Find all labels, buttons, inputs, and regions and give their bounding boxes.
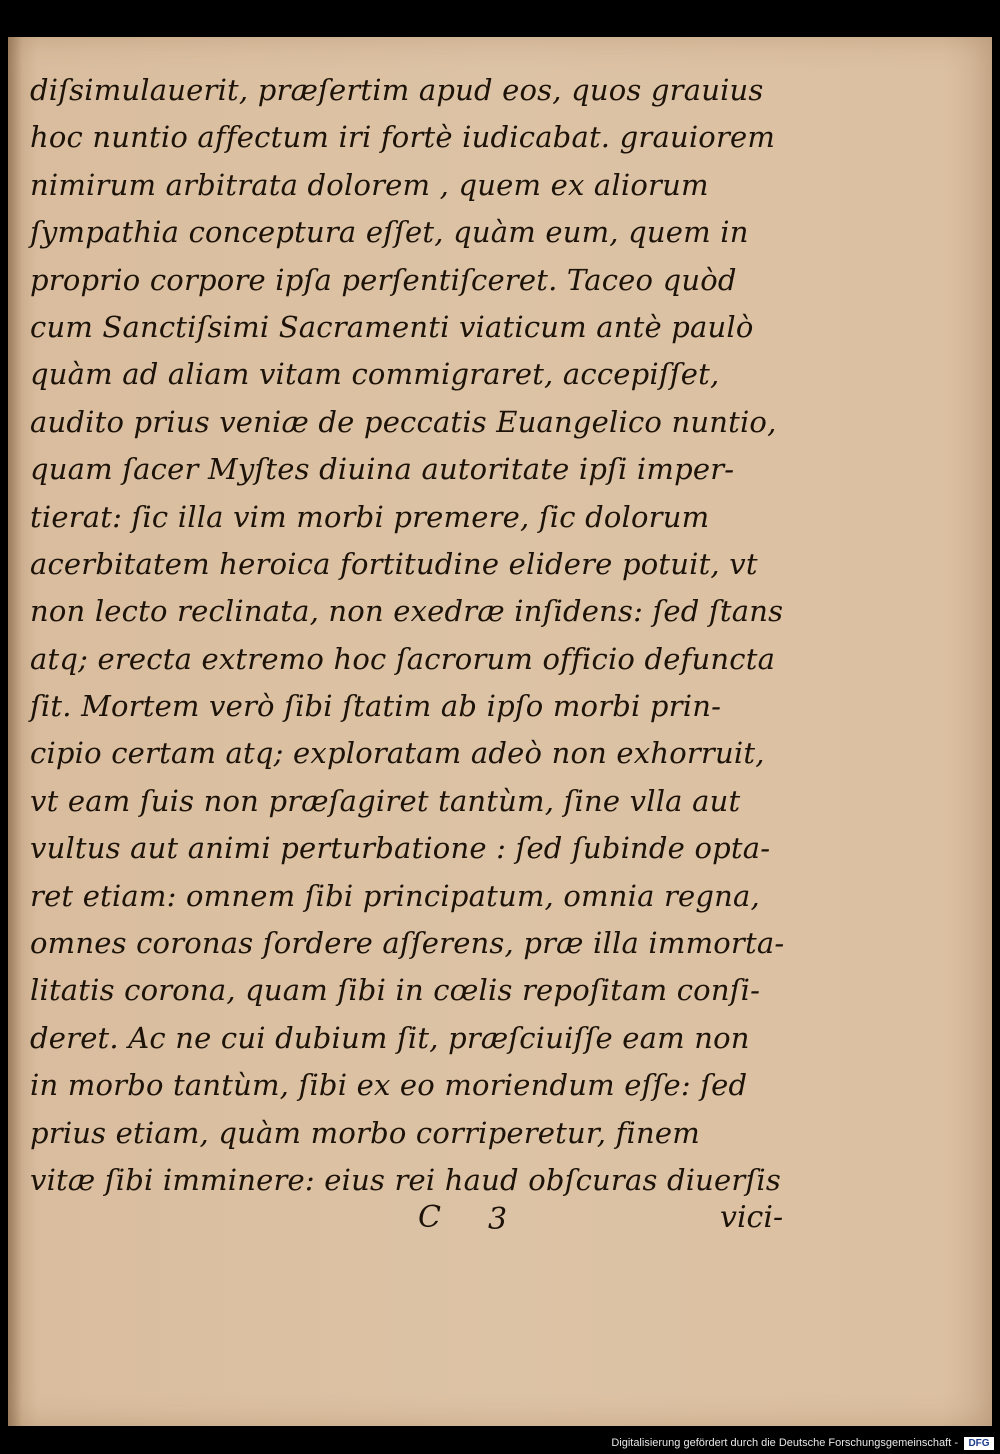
signature-number: 3 [488, 1202, 508, 1237]
page-text-block [30, 67, 800, 1204]
text-line: acerbitatem heroica fortitudine elidere potuit, vt [30, 546, 758, 581]
text-line: ſit. Mortem verò ſibi ſtatim ab ipſo morbi prin- [30, 689, 722, 724]
text-line: tierat: ſic illa vim morbi premere, ſic dolorum [30, 499, 710, 534]
text-line: ret etiam: omnem ſibi principatum, omnia regna, [30, 878, 760, 913]
page-footer [30, 1200, 800, 1250]
text-line: vt eam ſuis non præſagiret tantùm, ſine vlla aut [30, 783, 741, 818]
text-line: quàm ad aliam vitam commigraret, accepiſſet, [30, 357, 720, 392]
text-line: atq; erecta extremo hoc ſacrorum officio defuncta [30, 641, 776, 676]
catchword: vici- [720, 1200, 784, 1235]
text-line: audito prius veniæ de peccatis Euangelico nuntio, [30, 404, 777, 439]
digitization-credit: Digitalisierung gefördert durch die Deutsche Forschungsgemeinschaft - [611, 1437, 958, 1449]
text-line: litatis corona, quam ſibi in cœlis repoſitam conſi- [30, 973, 761, 1008]
signature-mark: C [418, 1200, 441, 1235]
text-line: proprio corpore ipſa perſentiſceret. Taceo quòd [30, 262, 737, 297]
text-line: deret. Ac ne cui dubium ſit, præſciuiſſe eam non [30, 1020, 750, 1055]
text-line: cum Sanctiſsimi Sacramenti viaticum antè paulò [30, 309, 754, 344]
text-line: vultus aut animi perturbatione : ſed ſubinde opta- [30, 831, 771, 866]
text-line: cipio certam atq; exploratam adeò non exhorruit, [30, 736, 765, 771]
text-line: prius etiam, quàm morbo corriperetur, finem [30, 1115, 700, 1150]
text-line: ſympathia conceptura eſſet, quàm eum, quem in [30, 215, 749, 250]
book-page [8, 37, 992, 1426]
text-line: omnes coronas ſordere aſſerens, præ illa immorta- [30, 926, 785, 961]
text-line: vitæ ſibi imminere: eius rei haud obſcuras diuerſis [30, 1162, 781, 1197]
text-line: hoc nuntio affectum iri fortè iudicabat. grauiorem [30, 120, 776, 155]
text-line: non lecto reclinata, non exedræ inſidens: ſed ſtans [30, 594, 784, 629]
text-line: diſsimulauerit, præſertim apud eos, quos grauius [30, 73, 764, 107]
text-line: in morbo tantùm, ſibi ex eo moriendum eſſe: ſed [30, 1068, 748, 1103]
dfg-logo: DFG [964, 1437, 994, 1450]
text-line: nimirum arbitrata dolorem , quem ex aliorum [30, 167, 709, 202]
text-line: quam ſacer Myſtes diuina autoritate ipſi imper- [30, 452, 735, 487]
